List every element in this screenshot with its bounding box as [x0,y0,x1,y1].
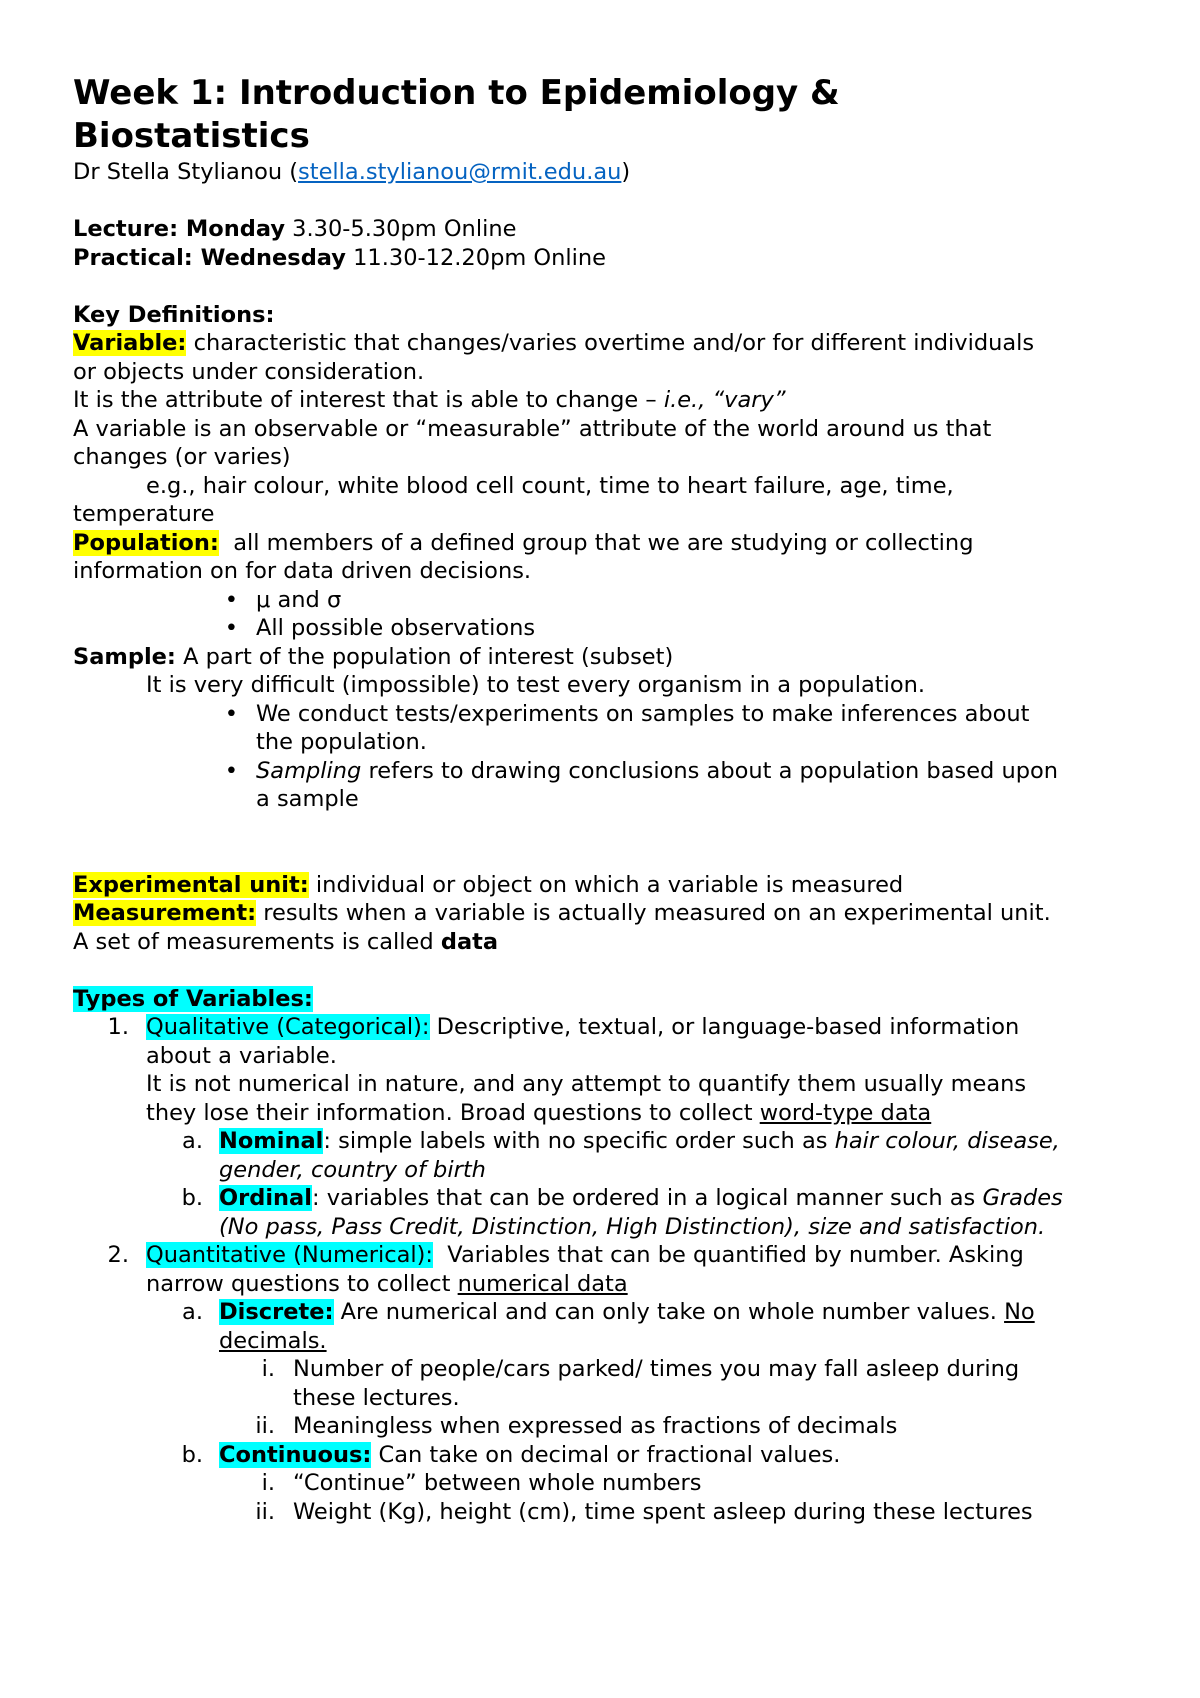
variable-examples-cont: temperature [73,501,215,527]
measurement-def: results when a variable is actually measured on an experimental unit. [256,900,1051,926]
list-item [73,1469,1133,1498]
sample-term: Sample: [73,643,176,670]
experimental-unit-term: Experimental unit: [73,871,309,898]
list-marker: 1. [107,1014,129,1040]
list-marker: a. [182,1299,203,1325]
list-item [73,1298,1133,1355]
data-word: data [440,928,499,955]
list-item [73,700,1133,757]
spacer [73,956,1133,985]
list-marker: a. [182,1128,203,1154]
qualitative-term: Qualitative (Categorical): [146,1014,430,1040]
variable-observable-cont: changes (or varies) [73,444,291,470]
continuous-term: Continuous: [219,1441,372,1468]
qualitative-def-1: Descriptive, textual, or language-based information [429,1014,1020,1040]
measurement-definition [73,899,1133,928]
list-item [73,614,1133,643]
variable-term: Variable: [73,330,187,356]
lecture-time: 3.30-5.30pm Online [285,216,517,242]
population-definition [73,529,1133,558]
variable-definition-cont: or objects under consideration. [73,358,425,385]
list-marker: 2. [107,1242,129,1268]
qualitative-note-underline: word-type data [759,1099,932,1126]
discrete-example-1b: these lectures. [293,1384,460,1411]
continuous-example-2: Weight (Kg), height (cm), time spent asleep during these lectures [293,1498,1033,1525]
sample-bullet-1a: We conduct tests/experiments on samples to make inferences about [256,700,1030,727]
practical-line [73,244,1133,273]
quantitative-def-2: narrow questions to collect [146,1270,458,1297]
measurement-term: Measurement: [73,900,257,926]
variable-attr-ital: i.e., “vary” [663,387,786,413]
list-marker: ii. [255,1498,275,1525]
list-marker: ii. [255,1413,275,1439]
ordinal-def: : variables that can be ordered in a logical manner such as [311,1185,983,1211]
ordinal-examples-2: (No pass, Pass Credit, Distinction, High Distinction), size and satisfaction. [219,1213,1046,1240]
data-line: A set of measurements is called [73,928,441,955]
bullet-icon: • [224,757,238,784]
population-bullet-1: μ and σ [256,586,342,613]
population-definition-cont: information on for data driven decisions. [73,558,532,584]
title-line-2: Biostatistics [73,116,310,156]
variable-def-1: characteristic that changes/varies overtime and/or for different individuals [186,330,1035,356]
practical-label: Practical: [73,244,193,271]
list-item [73,1441,1133,1470]
qualitative-def-2: about a variable. [146,1042,337,1069]
variable-observable: A variable is an observable or “measurable” attribute of the world around us that [73,415,992,442]
quantitative-def-underline: numerical data [457,1270,628,1297]
list-item [73,1355,1133,1412]
page-title [73,72,1133,158]
continuous-example-1: “Continue” between whole numbers [293,1470,702,1496]
ordinal-examples-1: Grades [982,1185,1063,1211]
spacer [73,842,1133,871]
discrete-underline-2: decimals. [219,1327,327,1354]
title-line-1: Week 1: Introduction to Epidemiology & [73,73,840,113]
population-bullet-2: All possible observations [256,615,536,641]
spacer [73,814,1133,843]
list-marker: b. [181,1441,203,1468]
sample-bullet-2b: a sample [256,786,359,812]
lecture-line [73,215,1133,244]
list-item [73,1498,1133,1527]
sample-definition [73,643,1133,672]
discrete-example-2: Meaningless when expressed as fractions of decimals [293,1413,898,1439]
variable-attr: It is the attribute of interest that is able to change – [73,387,664,413]
discrete-def: Are numerical and can only take on whole number values. [333,1299,1005,1325]
author-email-link[interactable]: stella.stylianou@rmit.edu.au [298,159,622,185]
discrete-underline-1: No [1004,1299,1035,1325]
list-item [73,1127,1133,1184]
types-heading-line [73,985,1133,1014]
sample-def: A part of the population of interest (subset) [175,643,674,670]
variable-definition [73,329,1133,358]
population-def-1: all members of a defined group that we are studying or collecting [218,529,974,556]
experimental-unit-def: individual or object on which a variable is measured [308,871,904,898]
variable-attribute [73,386,1133,415]
sample-note: It is very difficult (impossible) to test every organism in a population. [146,672,926,698]
variable-examples: e.g., hair colour, white blood cell count, time to heart failure, age, time, [146,472,954,499]
lecture-label: Lecture: [73,216,179,242]
list-item [73,1241,1133,1298]
author-line [73,158,1133,187]
nominal-examples-2: gender, country of birth [219,1156,486,1183]
list-marker: i. [261,1470,275,1496]
discrete-example-1a: Number of people/cars parked/ times you may fall asleep during [293,1356,1020,1382]
author-close: ) [621,159,631,185]
continuous-def: Can take on decimal or fractional values. [371,1441,841,1468]
list-item [73,757,1133,814]
sample-bullet-2-ital: Sampling [256,757,362,784]
quantitative-def-1: Variables that can be quantified by number. Asking [433,1242,1024,1268]
data-definition [73,928,1133,957]
sample-bullet-2a: refers to drawing conclusions about a population based upon [361,757,1059,784]
bullet-icon: • [224,700,238,727]
sample-bullet-1b: the population. [256,729,427,755]
list-marker: b. [181,1185,203,1211]
nominal-term: Nominal [219,1128,324,1154]
spacer [73,187,1133,216]
practical-time: 11.30-12.20pm Online [345,244,606,271]
qualitative-note-1: It is not numerical in nature, and any attempt to quantify them usually means [146,1071,1027,1097]
list-item [73,586,1133,615]
list-item [73,1013,1133,1127]
bullet-icon: • [224,615,238,641]
nominal-def: : simple labels with no specific order such as [323,1128,835,1154]
list-marker: i. [261,1356,275,1382]
quantitative-term: Quantitative (Numerical): [146,1242,433,1268]
document-page [73,72,1133,1526]
bullet-icon: • [224,586,238,613]
spacer [73,272,1133,301]
qualitative-note-2: they lose their information. Broad questions to collect [146,1099,760,1126]
discrete-term: Discrete: [219,1299,334,1325]
lecture-day: Monday [178,216,286,242]
population-term: Population: [73,529,219,556]
list-item [73,1184,1133,1241]
key-definitions-heading: Key Definitions: [73,301,275,328]
experimental-unit-definition [73,871,1133,900]
list-item [73,1412,1133,1441]
nominal-examples-1: hair colour, disease, [834,1128,1060,1154]
author-name: Dr Stella Stylianou ( [73,159,299,185]
ordinal-term: Ordinal [219,1185,312,1211]
practical-day: Wednesday [192,244,346,271]
types-heading: Types of Variables: [73,985,313,1012]
